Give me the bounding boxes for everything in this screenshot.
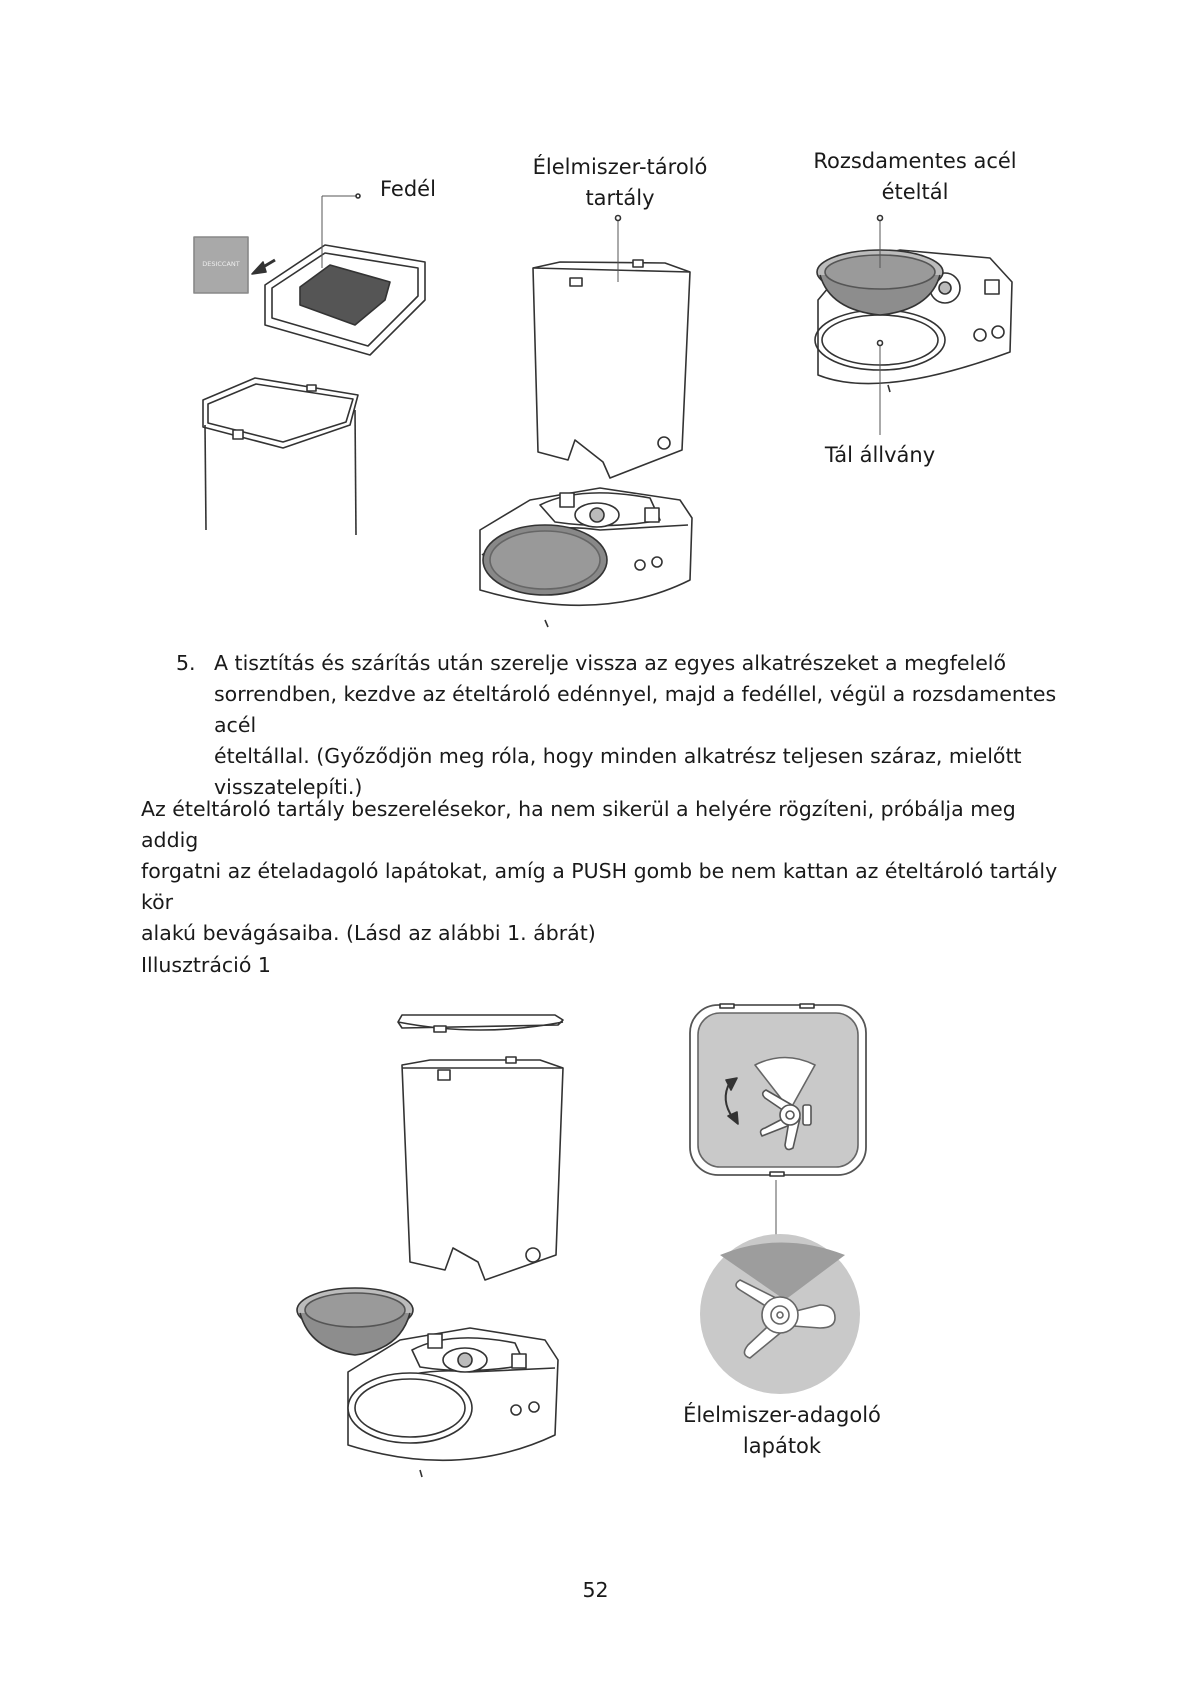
illustration-caption: Illusztráció 1 xyxy=(141,953,271,977)
paddles-label-line1: Élelmiszer-adagoló xyxy=(683,1403,881,1427)
step-number: 5. xyxy=(176,651,196,675)
paddles-label-line2: lapátok xyxy=(742,1434,822,1458)
step-line: ételtállal. (Győződjön meg róla, hogy minden alkatrész teljesen száraz, mielőtt xyxy=(214,744,1022,768)
paddle-zoom-view xyxy=(700,1234,860,1394)
container-label-line2: tartály xyxy=(585,186,655,210)
bowl-label-line2: ételtál xyxy=(881,180,949,204)
container-label-line1: Élelmiszer-tároló xyxy=(532,155,708,179)
step-line: visszatelepíti.) xyxy=(214,775,363,799)
paragraph-line: alakú bevágásaiba. (Lásd az alábbi 1. ábrát) xyxy=(141,921,596,945)
base-unit-drawing xyxy=(348,1328,558,1477)
steel-bowl-drawing xyxy=(297,1288,413,1355)
page-number: 52 xyxy=(582,1578,609,1602)
feeder-top-view xyxy=(690,1004,866,1176)
step-line: A tisztítás és szárítás után szerelje vissza az egyes alkatrészeket a megfelelő xyxy=(214,651,1007,675)
storage-container-drawing xyxy=(402,1057,563,1280)
lid-label: Fedél xyxy=(380,177,436,201)
step-line: sorrendben, kezdve az ételtároló edénnyel, majd a fedéllel, végül a rozsdamentes acél xyxy=(214,682,1057,737)
paragraph-line: forgatni az ételadagoló lapátokat, amíg a PUSH gomb be nem kattan az ételtároló tartály kör xyxy=(141,859,1058,914)
bowl-label-line1: Rozsdamentes acél xyxy=(813,149,1017,173)
paragraph-line: Az ételtároló tartály beszerelésekor, ha nem sikerül a helyére rögzíteni, próbálja meg addig xyxy=(141,797,1016,852)
stand-label: Tál állvány xyxy=(824,443,936,467)
desiccant-label: DESICCANT xyxy=(202,260,240,268)
lid-drawing xyxy=(398,1015,563,1032)
